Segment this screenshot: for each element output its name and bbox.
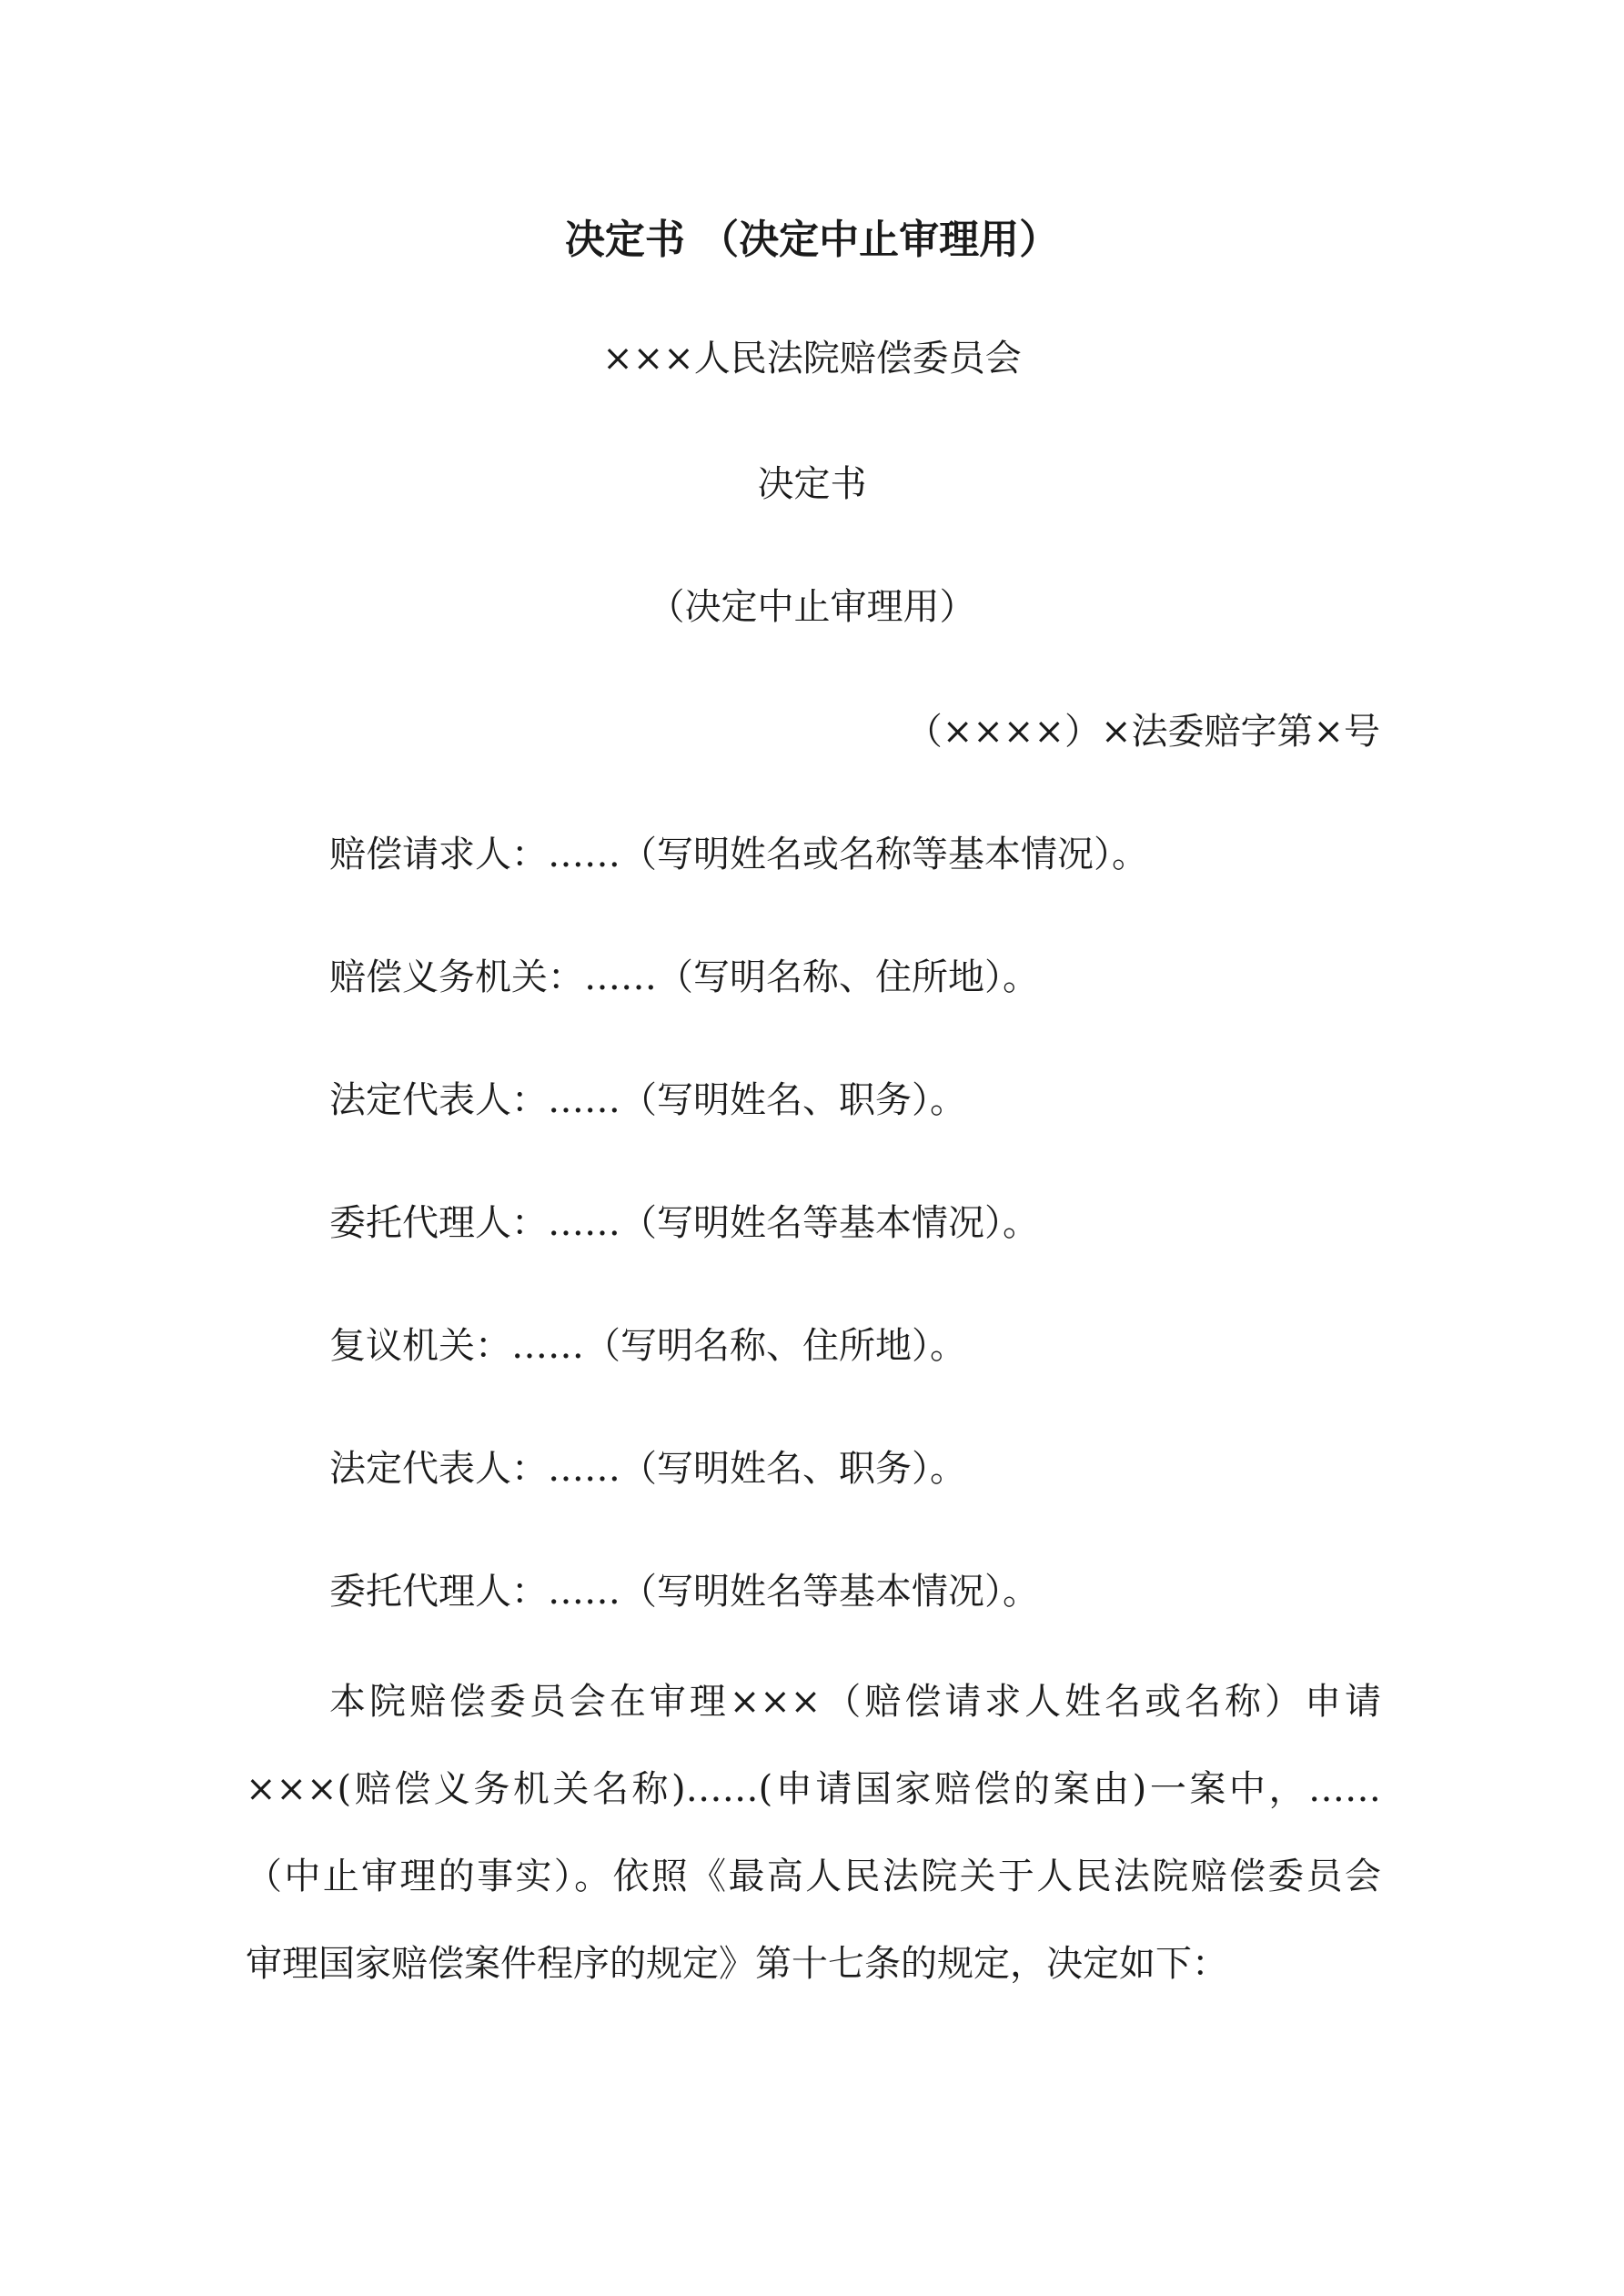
party-obligated-organ: 赔偿义务机关：……（写明名称、住所地）。 xyxy=(329,956,1039,998)
body-line: 审理国家赔偿案件程序的规定》第十七条的规定，决定如下： xyxy=(246,1943,1228,1985)
body-line: （中止审理的事实）。依照《最高人民法院关于人民法院赔偿委员会 xyxy=(246,1856,1381,1897)
party-agent: 委托代理人：……（写明姓名等基本情况）。 xyxy=(329,1202,1039,1244)
body-line: 本院赔偿委员会在审理×××（赔偿请求人姓名或名称）申请 xyxy=(329,1681,1381,1723)
party-compensation-claimant: 赔偿请求人：……（写明姓名或名称等基本情况）。 xyxy=(329,834,1148,875)
case-number: （××××）×法委赔字第×号 xyxy=(905,711,1380,753)
party-review-organ: 复议机关：……（写明名称、住所地）。 xyxy=(329,1325,966,1367)
party-legal-representative-2: 法定代表人：……（写明姓名、职务）。 xyxy=(329,1448,966,1490)
body-line: ×××(赔偿义务机关名称)……(申请国家赔偿的案由)一案中，…… xyxy=(246,1768,1381,1810)
party-agent-2: 委托代理人：……（写明姓名等基本情况）。 xyxy=(329,1571,1039,1613)
body-paragraph xyxy=(246,1680,1381,2029)
court-name: ×××人民法院赔偿委员会 xyxy=(602,338,1022,379)
usage-note: （决定中止审理用） xyxy=(648,586,976,628)
document-title: 决定书 （决定中止审理用） xyxy=(564,217,1060,263)
document-type: 决定书 xyxy=(757,463,867,505)
party-legal-representative: 法定代表人：……（写明姓名、职务）。 xyxy=(329,1079,966,1121)
